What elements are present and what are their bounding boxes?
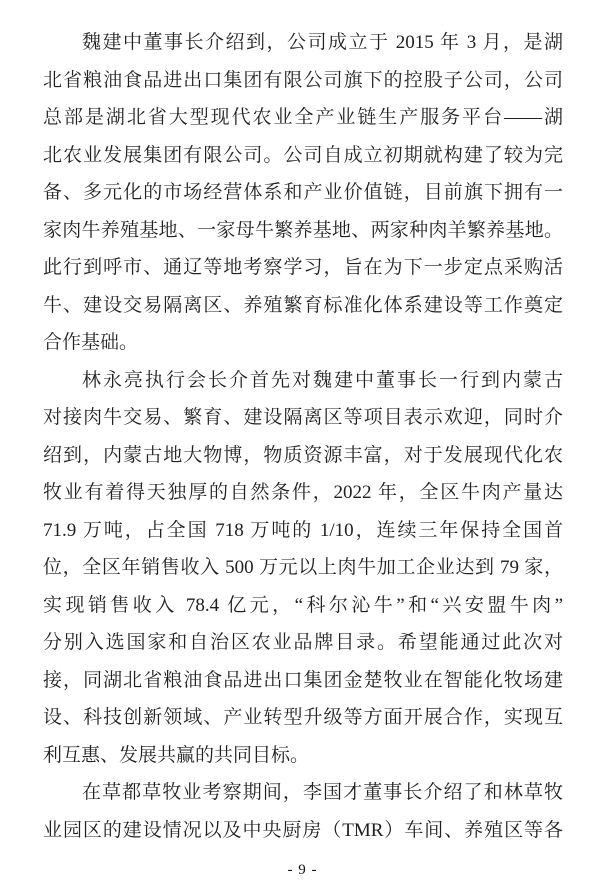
text-line: 对接肉牛交易、繁育、建设隔离区等项目表示欢迎，同时介 xyxy=(43,407,563,428)
text-line: 接，同湖北省粮油食品进出口集团金楚牧业在智能化牧场建 xyxy=(43,669,563,691)
text-line: 总部是湖北省大型现代农业全产业链生产服务平台——湖 xyxy=(43,107,563,128)
text-line: 分别入选国家和自治区农业品牌目录。希望能通过此次对 xyxy=(43,632,563,653)
page-number: - 9 - xyxy=(287,862,318,878)
text-line: 71.9 万吨，占全国 718 万吨的 1/10，连续三年保持全国首 xyxy=(43,519,563,541)
text-line: 北省粮油食品进出口集团有限公司旗下的控股子公司，公司 xyxy=(43,69,563,91)
text-line: 实现销售收入 78.4 亿元，“科尔沁牛”和“兴安盟牛肉” xyxy=(43,594,563,616)
text-line: 在草都草牧业考察期间，李国才董事长介绍了和林草牧 xyxy=(82,782,563,803)
text-line: 利互惠、发展共赢的共同目标。 xyxy=(43,744,310,766)
text-line: 北农业发展集团有限公司。公司自成立初期就构建了较为完 xyxy=(43,144,563,166)
text-line: 魏建中董事长介绍到，公司成立于 2015 年 3 月，是湖 xyxy=(82,32,563,53)
text-line: 位，全区年销售收入 500 万元以上肉牛加工企业达到 79 家， xyxy=(43,557,563,578)
text-line: 设、科技创新领域、产业转型升级等方面开展合作，实现互 xyxy=(43,707,563,728)
text-line: 备、多元化的市场经营体系和产业价值链，目前旗下拥有一 xyxy=(43,182,563,203)
text-line: 林永亮执行会长介首先对魏建中董事长一行到内蒙古 xyxy=(82,369,563,391)
text-line: 牧业有着得天独厚的自然条件，2022 年，全区牛肉产量达 xyxy=(43,482,563,503)
text-line: 绍到，内蒙古地大物博，物质资源丰富，对于发展现代化农 xyxy=(43,444,563,466)
text-line: 合作基础。 xyxy=(43,332,139,353)
text-line: 业园区的建设情况以及中央厨房（TMR）车间、养殖区等各 xyxy=(43,819,563,841)
text-line: 牛、建设交易隔离区、养殖繁育标准化体系建设等工作奠定 xyxy=(43,294,563,316)
text-line: 家肉牛养殖基地、一家母牛繁养基地、两家种肉羊繁养基地。 xyxy=(43,219,563,241)
document-text xyxy=(43,24,563,849)
text-line: 此行到呼市、通辽等地考察学习，旨在为下一步定点采购活 xyxy=(43,257,563,278)
